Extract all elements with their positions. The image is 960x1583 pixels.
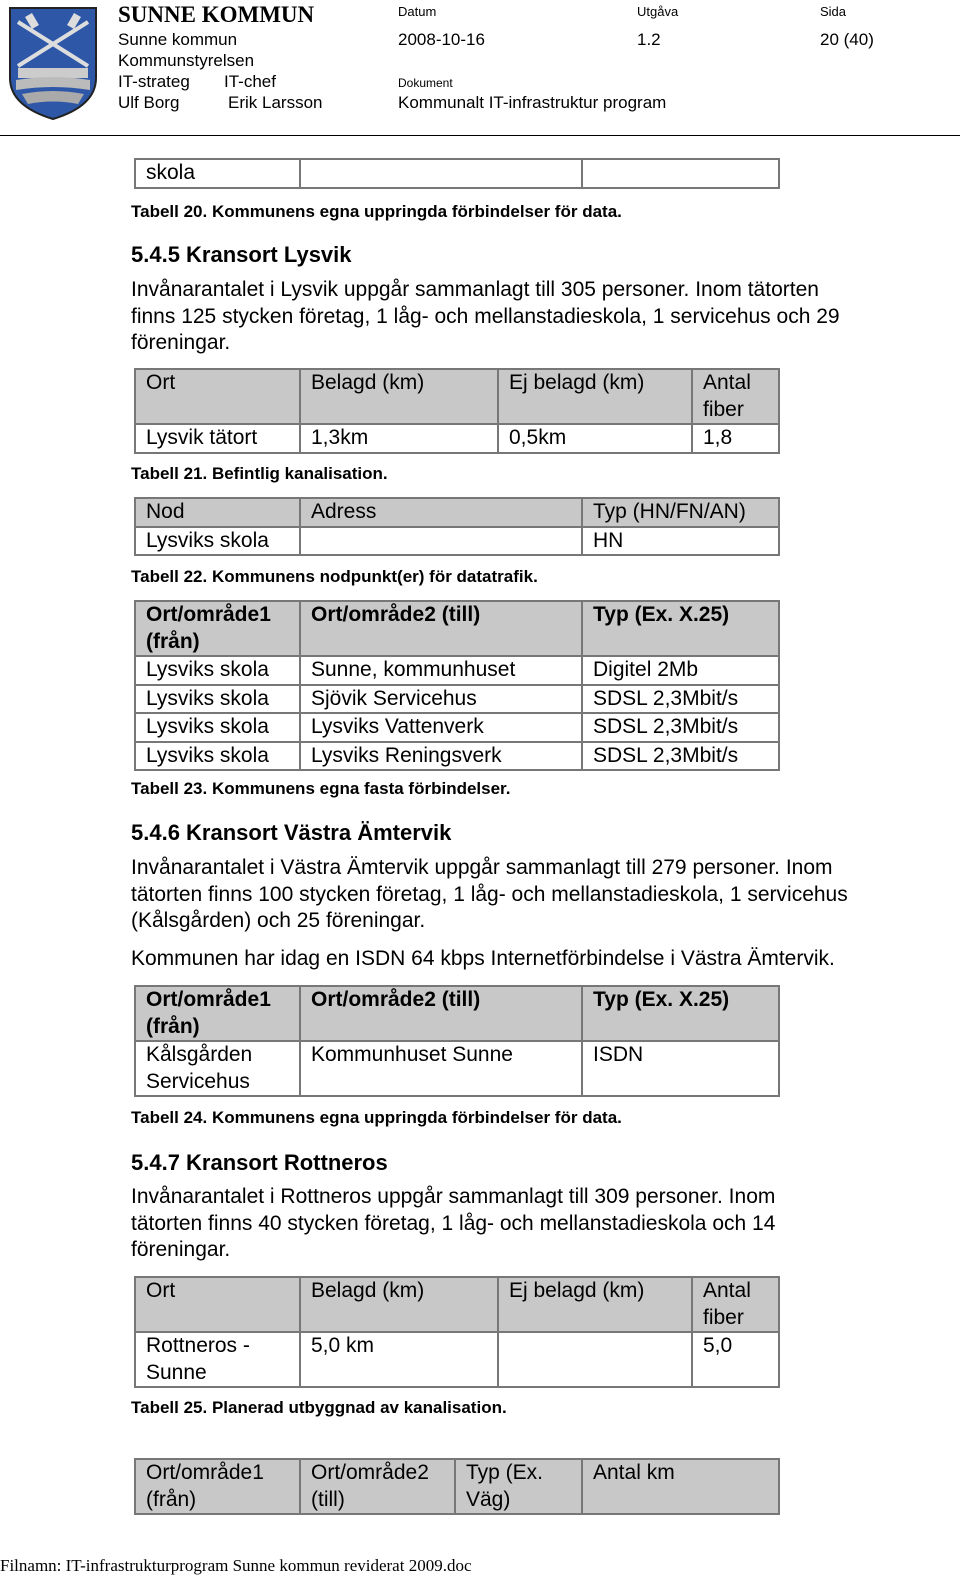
table-caption: Tabell 23. Kommunens egna fasta förbindelser. xyxy=(131,779,511,798)
table-header-cell: Nod xyxy=(135,498,300,527)
paragraph-line: Invånarantalet i Lysvik uppgår sammanlagt till 305 personer. Inom tätorten xyxy=(131,278,819,301)
table-cell xyxy=(300,159,582,188)
header-line: Ort/område1 xyxy=(146,603,271,626)
table-cell: Sjövik Servicehus xyxy=(300,685,582,714)
section-heading: 5.4.7 Kransort Rottneros xyxy=(131,1150,388,1175)
table-caption: Tabell 24. Kommunens egna uppringda förbindelser för data. xyxy=(131,1108,622,1127)
header-line: (från) xyxy=(146,1487,197,1511)
table-header-cell: Typ (Ex. X.25) xyxy=(582,986,779,1041)
header-line: (från) xyxy=(146,1014,200,1038)
table-cell: ISDN xyxy=(582,1041,779,1096)
table-row xyxy=(135,713,779,742)
table-row xyxy=(135,1041,779,1096)
table-25 xyxy=(134,1276,780,1388)
table-header-row xyxy=(135,601,779,656)
table-header-cell: Antal km xyxy=(582,1459,779,1514)
table-header-cell: Ort xyxy=(135,1277,300,1332)
table-header-cell xyxy=(135,601,300,656)
sida-value: 20 (40) xyxy=(820,30,874,49)
header-line: (till) xyxy=(311,1487,345,1511)
table-header-cell xyxy=(135,986,300,1041)
datum-label: Datum xyxy=(398,4,437,19)
header-line: Väg) xyxy=(466,1487,511,1511)
table-cell: 0,5km xyxy=(498,424,692,453)
table-cell xyxy=(135,1332,300,1387)
paragraph-line: finns 125 stycken företag, 1 låg- och mellanstadieskola, 1 servicehus och 29 xyxy=(131,305,840,328)
cell-line: Sunne xyxy=(146,1360,207,1384)
header-line: Ort/område2 xyxy=(311,1461,429,1484)
section-heading: 5.4.5 Kransort Lysvik xyxy=(131,242,352,267)
footer-filename: Filnamn: IT-infrastrukturprogram Sunne kommun reviderat 2009.doc xyxy=(0,1556,472,1575)
role-it-chef: IT-chef xyxy=(224,72,276,91)
kommunstyrelsen: Kommunstyrelsen xyxy=(118,51,255,70)
table-cell: HN xyxy=(582,527,779,556)
table-cell: skola xyxy=(135,159,300,188)
header-line: (från) xyxy=(146,629,200,653)
dokument-label: Dokument xyxy=(398,76,453,90)
header-line: Ort/område1 xyxy=(146,1461,264,1484)
paragraph-line: Kommunen har idag en ISDN 64 kbps Internetförbindelse i Västra Ämtervik. xyxy=(131,947,835,970)
table-cell: SDSL 2,3Mbit/s xyxy=(582,742,779,771)
table-header-cell: Typ (Ex. X.25) xyxy=(582,601,779,656)
header-line: fiber xyxy=(703,397,744,421)
table-26 xyxy=(134,1458,780,1515)
table-header-cell xyxy=(692,369,779,424)
table-header-cell: Ort/område2 (till) xyxy=(300,601,582,656)
cell-line: Rottneros - xyxy=(146,1334,250,1357)
municipality-coat-of-arms-logo xyxy=(8,6,98,121)
table-header-cell xyxy=(135,1459,300,1514)
org-name: SUNNE KOMMUN xyxy=(118,2,315,27)
table-cell: Lysviks skola xyxy=(135,685,300,714)
table-row xyxy=(135,742,779,771)
table-cell: Lysvik tätort xyxy=(135,424,300,453)
table-cell: SDSL 2,3Mbit/s xyxy=(582,685,779,714)
header-line: fiber xyxy=(703,1305,744,1329)
table-header-cell: Typ (HN/FN/AN) xyxy=(582,498,779,527)
paragraph-line: tätorten finns 40 stycken företag, 1 låg- och mellanstadieskola och 14 xyxy=(131,1212,776,1235)
table-cell xyxy=(135,1041,300,1096)
table-22 xyxy=(134,497,780,556)
paragraph-line: (Kålsgården) och 25 föreningar. xyxy=(131,909,426,932)
table-cell: Lysviks skola xyxy=(135,656,300,685)
table-header-cell xyxy=(300,1459,455,1514)
table-header-row xyxy=(135,498,779,527)
utgava-value: 1.2 xyxy=(637,30,661,49)
header-divider xyxy=(0,135,960,136)
header-line: Antal xyxy=(703,1279,751,1302)
paragraph-line: Invånarantalet i Västra Ämtervik uppgår sammanlagt till 279 personer. Inom xyxy=(131,856,833,879)
header-line: Antal xyxy=(703,371,751,394)
table-cell: 5,0 km xyxy=(300,1332,498,1387)
table-header-cell: Ort xyxy=(135,369,300,424)
sida-label: Sida xyxy=(820,4,847,19)
header-line: Ort/område1 xyxy=(146,988,271,1011)
table-header-cell: Ej belagd (km) xyxy=(498,1277,692,1332)
table-caption: Tabell 20. Kommunens egna uppringda förbindelser för data. xyxy=(131,202,622,221)
table-caption: Tabell 21. Befintlig kanalisation. xyxy=(131,464,388,483)
table-cell: Lysviks skola xyxy=(135,713,300,742)
person-erik-larsson: Erik Larsson xyxy=(228,93,323,112)
table-cell: 1,8 xyxy=(692,424,779,453)
person-ulf-borg: Ulf Borg xyxy=(118,93,180,112)
datum-value: 2008-10-16 xyxy=(398,30,485,49)
table-cell: 5,0 xyxy=(692,1332,779,1387)
paragraph-line: föreningar. xyxy=(131,331,231,354)
table-row xyxy=(135,424,779,453)
cell-line: Servicehus xyxy=(146,1069,250,1093)
dokument-value: Kommunalt IT-infrastruktur program xyxy=(398,93,667,112)
paragraph-line: föreningar. xyxy=(131,1238,231,1261)
table-cell: Digitel 2Mb xyxy=(582,656,779,685)
table-header-row xyxy=(135,369,779,424)
header-line: Typ (Ex. xyxy=(466,1461,544,1484)
section-heading: 5.4.6 Kransort Västra Ämtervik xyxy=(131,820,452,845)
paragraph-line: Invånarantalet i Rottneros uppgår sammanlagt till 309 personer. Inom xyxy=(131,1185,776,1208)
table-cell: Lysviks skola xyxy=(135,527,300,556)
role-it-strateg: IT-strateg xyxy=(118,72,190,91)
table-header-row xyxy=(135,986,779,1041)
table-header-row xyxy=(135,1459,779,1514)
table-20 xyxy=(134,158,780,189)
table-row xyxy=(135,685,779,714)
table-cell: Lysviks skola xyxy=(135,742,300,771)
table-caption: Tabell 22. Kommunens nodpunkt(er) för datatrafik. xyxy=(131,567,538,586)
sunne-kommun: Sunne kommun xyxy=(118,30,238,49)
table-header-cell: Ej belagd (km) xyxy=(498,369,692,424)
table-23 xyxy=(134,600,780,771)
table-header-cell xyxy=(692,1277,779,1332)
table-header-cell: Belagd (km) xyxy=(300,369,498,424)
table-header-row xyxy=(135,1277,779,1332)
table-cell: Lysviks Vattenverk xyxy=(300,713,582,742)
table-cell: Kommunhuset Sunne xyxy=(300,1041,582,1096)
table-caption: Tabell 25. Planerad utbyggnad av kanalisation. xyxy=(131,1398,507,1417)
table-row xyxy=(135,1332,779,1387)
table-cell xyxy=(582,159,779,188)
table-cell xyxy=(498,1332,692,1387)
table-header-cell: Belagd (km) xyxy=(300,1277,498,1332)
cell-line: Kålsgården xyxy=(146,1043,253,1066)
table-cell xyxy=(300,527,582,556)
table-row xyxy=(135,656,779,685)
table-row xyxy=(135,527,779,556)
utgava-label: Utgåva xyxy=(637,4,679,19)
paragraph-line: tätorten finns 100 stycken företag, 1 låg- och mellanstadieskola, 1 servicehus xyxy=(131,883,848,906)
table-24 xyxy=(134,985,780,1097)
table-row xyxy=(135,159,779,188)
table-cell: 1,3km xyxy=(300,424,498,453)
table-cell: Lysviks Reningsverk xyxy=(300,742,582,771)
table-header-cell: Ort/område2 (till) xyxy=(300,986,582,1041)
table-cell: Sunne, kommunhuset xyxy=(300,656,582,685)
table-header-cell: Adress xyxy=(300,498,582,527)
table-header-cell xyxy=(455,1459,582,1514)
table-21 xyxy=(134,368,780,454)
table-cell: SDSL 2,3Mbit/s xyxy=(582,713,779,742)
